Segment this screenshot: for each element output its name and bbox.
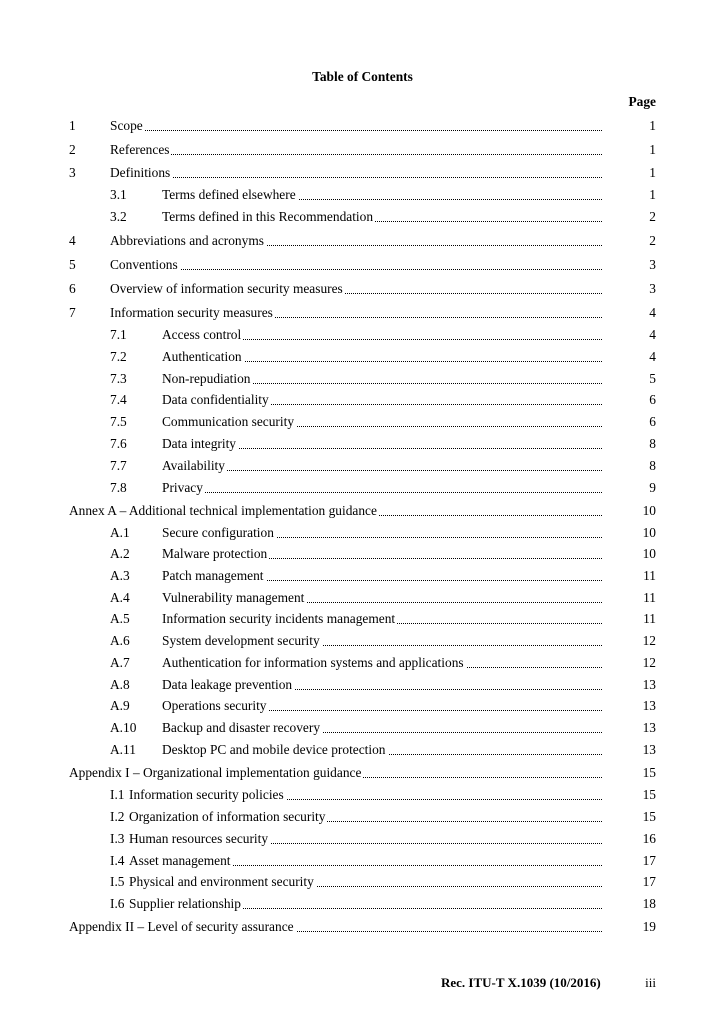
toc-entry-number: A.1 (110, 525, 130, 540)
toc-entry-page: 12 (642, 655, 656, 670)
toc-entry[interactable] (0, 141, 725, 159)
toc-entry-label: Terms defined in this Recommendation (162, 208, 602, 226)
toc-entry-label: Human resources security (129, 830, 602, 848)
toc-entry-number: 1 (69, 118, 76, 133)
toc-entry-page: 6 (649, 392, 656, 407)
toc-entry-label: Non-repudiation (162, 370, 602, 388)
toc-entry-label: Asset management (129, 852, 602, 870)
toc-entry[interactable] (0, 719, 725, 737)
toc-entry-number: A.8 (110, 677, 130, 692)
toc-entry-page: 13 (642, 742, 656, 757)
toc-entry[interactable] (0, 873, 725, 891)
toc-entry-label: Appendix II – Level of security assurance (69, 918, 602, 936)
toc-entry-number: A.3 (110, 568, 130, 583)
toc-entry-label: Information security measures (110, 304, 602, 322)
toc-entry[interactable] (0, 502, 725, 520)
toc-entry-label: Definitions (110, 164, 602, 182)
toc-entry-label: Abbreviations and acronyms (110, 232, 602, 250)
toc-entry-page: 10 (642, 525, 656, 540)
toc-entry-page: 1 (649, 118, 656, 133)
toc-entry-number: A.2 (110, 546, 130, 561)
toc-entry[interactable] (0, 589, 725, 607)
toc-entry-page: 4 (649, 305, 656, 320)
toc-entry-number: 3.1 (110, 187, 127, 202)
toc-entry-number: A.5 (110, 611, 130, 626)
toc-entry[interactable] (0, 567, 725, 585)
toc-entry-number: 3 (69, 165, 76, 180)
toc-entry-label: Scope (110, 117, 602, 135)
toc-entry[interactable] (0, 830, 725, 848)
toc-entry[interactable] (0, 654, 725, 672)
toc-entry-label: Physical and environment security (129, 873, 602, 891)
toc-entry-number: 7.1 (110, 327, 127, 342)
toc-entry-label: Access control (162, 326, 602, 344)
toc-entry-number: 7.8 (110, 480, 127, 495)
toc-entry-label: Annex A – Additional technical implementation guidance (69, 502, 602, 520)
toc-entry[interactable] (0, 348, 725, 366)
toc-entry-label: Secure configuration (162, 524, 602, 542)
toc-entry[interactable] (0, 117, 725, 135)
toc-entry-page: 10 (642, 503, 656, 518)
toc-entry-number: 7.6 (110, 436, 127, 451)
toc-entry-number: A.10 (110, 720, 137, 735)
toc-entry[interactable] (0, 479, 725, 497)
toc-entry-page: 1 (649, 142, 656, 157)
toc-entry[interactable] (0, 676, 725, 694)
toc-entry[interactable] (0, 808, 725, 826)
toc-entry-number: 7.4 (110, 392, 127, 407)
toc-entry-page: 3 (649, 281, 656, 296)
toc-entry-label: Operations security (162, 697, 602, 715)
toc-entry-label: References (110, 141, 602, 159)
toc-entry-page: 11 (643, 590, 656, 605)
toc-entry-label: Overview of information security measures (110, 280, 602, 298)
toc-entry-page: 1 (649, 165, 656, 180)
toc-entry-page: 17 (642, 874, 656, 889)
toc-entry[interactable] (0, 164, 725, 182)
toc-entry-number: I.6 (110, 896, 125, 911)
toc-entry[interactable] (0, 632, 725, 650)
toc-entry-page: 3 (649, 257, 656, 272)
footer-reference: Rec. ITU-T X.1039 (10/2016) (441, 975, 601, 990)
toc-entry[interactable] (0, 895, 725, 913)
toc-entry-number: 7.5 (110, 414, 127, 429)
toc-entry[interactable] (0, 304, 725, 322)
toc-entry-number: A.9 (110, 698, 130, 713)
toc-entry-label: Authentication for information systems and applications (162, 654, 602, 672)
toc-entry-label: Information security policies (129, 786, 602, 804)
toc-entry-label: Malware protection (162, 545, 602, 563)
toc-entry-number: 7.2 (110, 349, 127, 364)
toc-entry-number: 7.3 (110, 371, 127, 386)
toc-entry-page: 2 (649, 209, 656, 224)
toc-entry-label: Information security incidents management (162, 610, 602, 628)
toc-entry-page: 13 (642, 677, 656, 692)
toc-entry-page: 4 (649, 327, 656, 342)
toc-entry-page: 9 (649, 480, 656, 495)
toc-entry-page: 16 (642, 831, 656, 846)
toc-entry-page: 13 (642, 698, 656, 713)
toc-entry-number: 5 (69, 257, 76, 272)
toc-entry-number: 7.7 (110, 458, 127, 473)
toc-entry-number: 6 (69, 281, 76, 296)
toc-entry[interactable] (0, 186, 725, 204)
toc-entry-page: 12 (642, 633, 656, 648)
toc-entry-page: 1 (649, 187, 656, 202)
toc-entry-label: Backup and disaster recovery (162, 719, 602, 737)
toc-entry-page: 4 (649, 349, 656, 364)
toc-entry-label: Vulnerability management (162, 589, 602, 607)
toc-entry-number: I.3 (110, 831, 125, 846)
toc-entry-label: Terms defined elsewhere (162, 186, 602, 204)
toc-entry-label: Desktop PC and mobile device protection (162, 741, 602, 759)
toc-entry[interactable] (0, 524, 725, 542)
toc-entry-label: Communication security (162, 413, 602, 431)
toc-entry[interactable] (0, 370, 725, 388)
toc-entry-label: Appendix I – Organizational implementation guidance (69, 764, 602, 782)
toc-entry-page: 11 (643, 568, 656, 583)
toc-entry-number: I.5 (110, 874, 125, 889)
toc-entry-number: 4 (69, 233, 76, 248)
toc-entry[interactable] (0, 786, 725, 804)
toc-entry[interactable] (0, 852, 725, 870)
toc-entry[interactable] (0, 741, 725, 759)
toc-entry-number: 3.2 (110, 209, 127, 224)
toc-entry-label: Supplier relationship (129, 895, 602, 913)
page-title: Table of Contents (312, 69, 413, 84)
toc-entry-label: System development security (162, 632, 602, 650)
toc-entry-label: Organization of information security (129, 808, 602, 826)
toc-entry[interactable] (0, 326, 725, 344)
toc-entry-page: 18 (642, 896, 656, 911)
toc-entry[interactable] (0, 435, 725, 453)
toc-entry-page: 13 (642, 720, 656, 735)
toc-entry-number: A.11 (110, 742, 136, 757)
toc-entry-label: Data leakage prevention (162, 676, 602, 694)
page-column-header: Page (628, 94, 656, 109)
toc-entry-label: Patch management (162, 567, 602, 585)
toc-entry-page: 15 (642, 809, 656, 824)
toc-entry[interactable] (0, 610, 725, 628)
toc-entry-label: Privacy (162, 479, 602, 497)
toc-entry-page: 2 (649, 233, 656, 248)
toc-entry-page: 5 (649, 371, 656, 386)
toc-entry-label: Conventions (110, 256, 602, 274)
toc-entry-page: 15 (642, 787, 656, 802)
toc-entry-page: 10 (642, 546, 656, 561)
toc-entry-number: I.4 (110, 853, 125, 868)
toc-entry-number: A.4 (110, 590, 130, 605)
toc-entry[interactable] (0, 918, 725, 936)
toc-entry[interactable] (0, 256, 725, 274)
toc-entry-number: A.7 (110, 655, 130, 670)
toc-entry-page: 8 (649, 436, 656, 451)
toc-entry[interactable] (0, 232, 725, 250)
toc-entry[interactable] (0, 208, 725, 226)
toc-entry-page: 19 (642, 919, 656, 934)
toc-entry[interactable] (0, 413, 725, 431)
toc-entry-number: 2 (69, 142, 76, 157)
toc-entry-label: Data integrity (162, 435, 602, 453)
toc-entry[interactable] (0, 545, 725, 563)
toc-entry[interactable] (0, 457, 725, 475)
toc-entry-label: Authentication (162, 348, 602, 366)
toc-entry-number: A.6 (110, 633, 130, 648)
toc-entry-page: 6 (649, 414, 656, 429)
toc-entry-number: 7 (69, 305, 76, 320)
toc-entry-page: 8 (649, 458, 656, 473)
toc-entry-label: Data confidentiality (162, 391, 602, 409)
toc-entry-number: I.1 (110, 787, 125, 802)
footer-page-number: iii (645, 975, 656, 990)
toc-entry[interactable] (0, 697, 725, 715)
toc-entry[interactable] (0, 391, 725, 409)
toc-entry-number: I.2 (110, 809, 125, 824)
toc-entry-page: 11 (643, 611, 656, 626)
toc-entry-page: 17 (642, 853, 656, 868)
toc-entry-label: Availability (162, 457, 602, 475)
toc-entry-page: 15 (642, 765, 656, 780)
toc-entry[interactable] (0, 764, 725, 782)
toc-entry[interactable] (0, 280, 725, 298)
